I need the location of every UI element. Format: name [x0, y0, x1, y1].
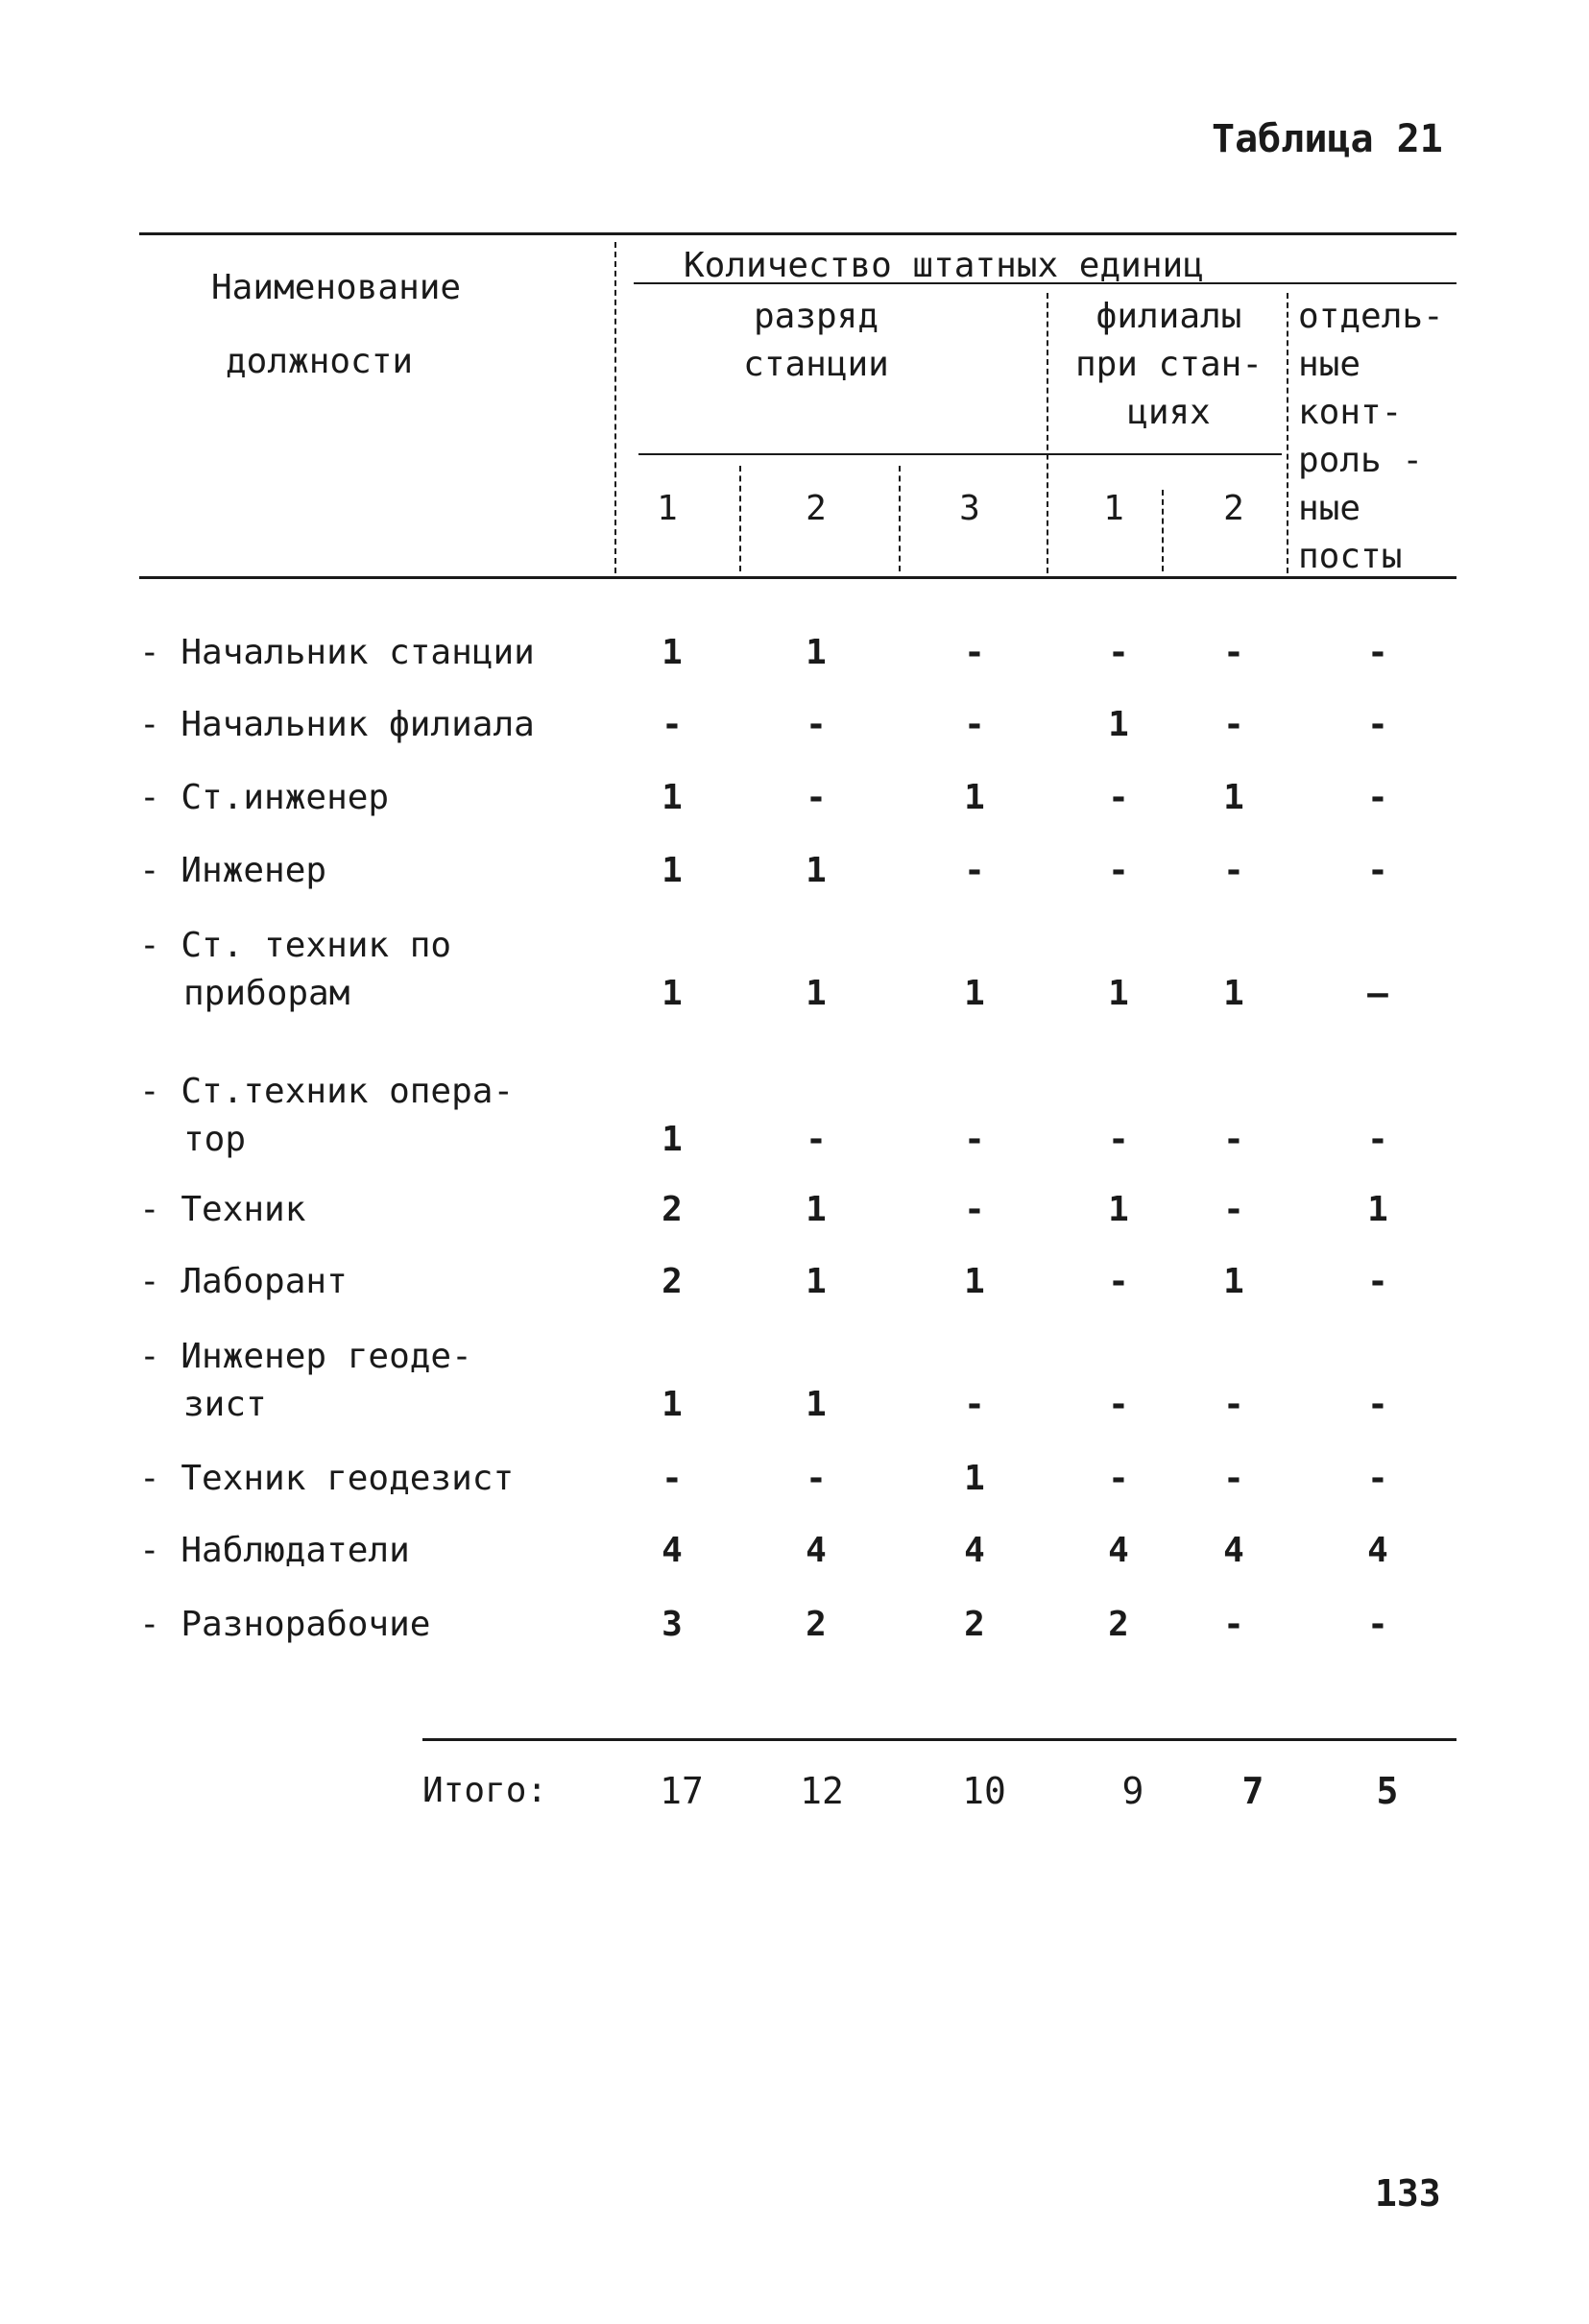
header-bottom-rule — [139, 576, 1457, 579]
table-cell: - — [1108, 1459, 1129, 1498]
subcol-rank-2: 2 — [806, 489, 827, 528]
table-cell: - — [964, 1190, 985, 1229]
table-cell: - — [964, 1120, 985, 1159]
subcol-rank-1: 1 — [657, 489, 678, 528]
row-label-line: - Наблюдатели — [139, 1531, 410, 1570]
subheader-rule — [638, 453, 1282, 455]
subcol-divider-branch — [1162, 490, 1164, 571]
table-cell: 1 — [1108, 705, 1129, 744]
table-cell: 1 — [662, 974, 683, 1013]
table-cell: - — [964, 1385, 985, 1424]
table-cell: 1 — [806, 633, 827, 672]
table-cell: 1 — [1223, 778, 1244, 817]
header-position-name: Наименование — [211, 268, 462, 307]
total-value: 10 — [962, 1770, 1006, 1812]
row-label-line: зист — [183, 1385, 267, 1424]
row-label — [139, 1258, 348, 1306]
table-cell: - — [1108, 778, 1129, 817]
row-label — [139, 774, 389, 822]
table-cell: - — [1108, 633, 1129, 672]
total-value: 5 — [1376, 1770, 1399, 1812]
table-cell: - — [806, 705, 827, 744]
row-label — [139, 922, 451, 1018]
table-cell: 2 — [662, 1190, 683, 1229]
table-cell: 4 — [1223, 1531, 1244, 1570]
row-label-line: - Ст. техник по — [139, 926, 452, 965]
row-label — [139, 1068, 514, 1164]
table-cell: 1 — [964, 974, 985, 1013]
table-cell: 1 — [662, 1385, 683, 1424]
subcol-divider-2-3 — [899, 466, 901, 571]
table-cell: - — [1367, 778, 1388, 817]
row-label-line: - Ст.техник опера- — [139, 1072, 515, 1111]
table-cell: 1 — [806, 1190, 827, 1229]
row-label-line: - Техник геодезист — [139, 1459, 515, 1498]
subcol-branch-1: 1 — [1103, 489, 1124, 528]
row-label-line: - Начальник станции — [139, 633, 535, 672]
table-title: Таблица 21 — [1212, 117, 1443, 161]
table-cell: - — [1223, 1459, 1244, 1498]
header-station-rank: разряд станции — [743, 297, 889, 384]
row-label — [139, 1455, 514, 1503]
table-cell: 1 — [662, 633, 683, 672]
table-cell: - — [662, 705, 683, 744]
table-cell: 1 — [806, 1385, 827, 1424]
rank-branch-divider — [1047, 293, 1048, 573]
table-cell: - — [1367, 705, 1388, 744]
table-cell: - — [1367, 1459, 1388, 1498]
table-cell: — — [1367, 974, 1388, 1013]
table-cell: 2 — [806, 1605, 827, 1644]
table-cell: - — [1367, 633, 1388, 672]
table-cell: - — [1367, 1120, 1388, 1159]
table-cell: 4 — [662, 1531, 683, 1570]
table-cell: 1 — [964, 778, 985, 817]
branch-posts-divider — [1287, 293, 1288, 573]
table-cell: 1 — [662, 778, 683, 817]
table-cell: - — [1223, 705, 1244, 744]
row-label — [139, 847, 326, 895]
header-position-name-line2: должности — [226, 342, 414, 381]
table-cell: 4 — [1108, 1531, 1129, 1570]
table-cell: - — [1223, 1120, 1244, 1159]
table-cell: 1 — [1108, 1190, 1129, 1229]
row-label — [139, 1186, 305, 1234]
table-cell: 4 — [806, 1531, 827, 1570]
table-cell: - — [806, 1120, 827, 1159]
table-cell: - — [1367, 1385, 1388, 1424]
table-cell: - — [1367, 851, 1388, 890]
table-top-rule — [139, 232, 1457, 235]
name-col-divider — [614, 242, 616, 573]
table-cell: 1 — [806, 1262, 827, 1301]
row-label — [139, 629, 535, 677]
table-cell: - — [1108, 1120, 1129, 1159]
total-value: 12 — [800, 1770, 844, 1812]
total-value: 7 — [1241, 1770, 1264, 1812]
table-cell: 1 — [1223, 1262, 1244, 1301]
table-cell: - — [1223, 1190, 1244, 1229]
table-cell: - — [806, 778, 827, 817]
table-cell: 1 — [1367, 1190, 1388, 1229]
table-cell: - — [1108, 1385, 1129, 1424]
totals-rule — [422, 1738, 1457, 1741]
subcol-branch-2: 2 — [1223, 489, 1244, 528]
table-cell: 1 — [964, 1459, 985, 1498]
header-branches: филиалы при стан- циях — [1074, 297, 1264, 432]
total-value: 9 — [1121, 1770, 1144, 1812]
table-cell: 2 — [1108, 1605, 1129, 1644]
table-cell: 1 — [1108, 974, 1129, 1013]
header-control-posts: отдель- ные конт- роль - ные посты — [1298, 297, 1444, 576]
total-label: Итого: — [422, 1771, 548, 1810]
table-cell: - — [1108, 851, 1129, 890]
header-quantity-group: Количество штатных единиц — [684, 246, 1204, 285]
total-value: 17 — [660, 1770, 704, 1812]
table-cell: 4 — [964, 1531, 985, 1570]
row-label — [139, 1527, 410, 1575]
table-cell: 1 — [806, 851, 827, 890]
table-cell: 2 — [964, 1605, 985, 1644]
table-cell: - — [1367, 1605, 1388, 1644]
row-label-line: - Начальник филиала — [139, 705, 535, 744]
subcol-rank-3: 3 — [959, 489, 980, 528]
table-cell: - — [964, 633, 985, 672]
table-cell: - — [1223, 851, 1244, 890]
table-cell: 1 — [662, 851, 683, 890]
table-cell: - — [1367, 1262, 1388, 1301]
table-cell: 1 — [806, 974, 827, 1013]
row-label-line: - Инженер — [139, 851, 327, 890]
table-cell: - — [1223, 1385, 1244, 1424]
table-cell: 4 — [1367, 1531, 1388, 1570]
table-cell: - — [1223, 633, 1244, 672]
row-label-line: - Инженер геоде- — [139, 1337, 472, 1376]
subcol-divider-1-2 — [739, 466, 741, 571]
table-cell: - — [964, 851, 985, 890]
row-label-line: тор — [183, 1120, 247, 1159]
table-cell: - — [806, 1459, 827, 1498]
row-label-line: - Ст.инженер — [139, 778, 390, 817]
table-cell: - — [1108, 1262, 1129, 1301]
row-label-line: - Техник — [139, 1190, 306, 1229]
row-label-line: - Разнорабочие — [139, 1605, 431, 1644]
table-cell: 1 — [964, 1262, 985, 1301]
row-label — [139, 701, 535, 749]
table-cell: - — [964, 705, 985, 744]
table-cell: - — [1223, 1605, 1244, 1644]
page-number: 133 — [1375, 2172, 1441, 2215]
table-cell: 1 — [662, 1120, 683, 1159]
table-cell: 2 — [662, 1262, 683, 1301]
table-cell: 3 — [662, 1605, 683, 1644]
row-label-line: - Лаборант — [139, 1262, 348, 1301]
table-cell: - — [662, 1459, 683, 1498]
row-label — [139, 1601, 430, 1649]
table-cell: 1 — [1223, 974, 1244, 1013]
row-label — [139, 1333, 472, 1429]
row-label-line: приборам — [183, 974, 350, 1013]
